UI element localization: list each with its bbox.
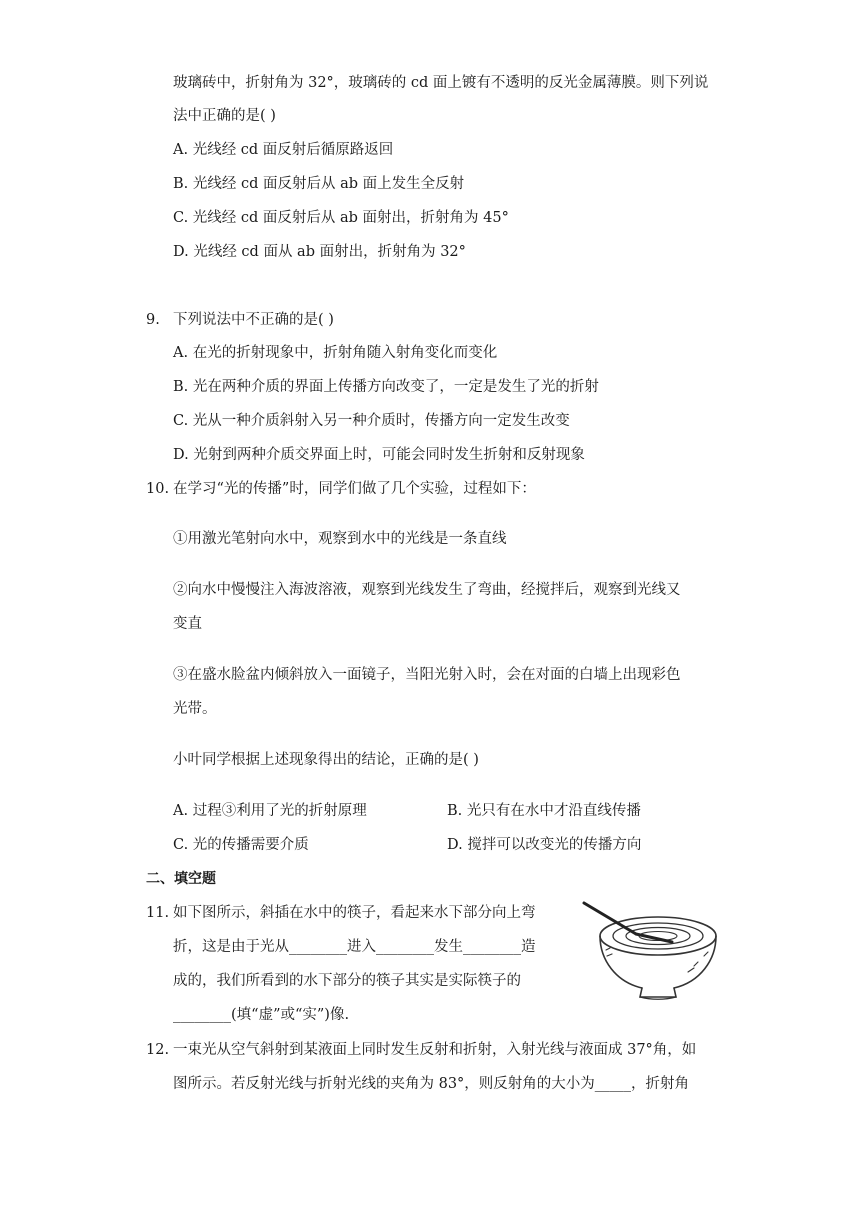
q9-option-d: D. 光射到两种介质交界面上时，可能会同时发生折射和反射现象 [173, 447, 585, 463]
q10-step1: ①用激光笔射向水中，观察到水中的光线是一条直线 [173, 531, 507, 547]
q8-stem-line2: 法中正确的是( ) [173, 108, 276, 124]
q10-step3-line2: 光带。 [173, 701, 217, 717]
q9-option-b: B. 光在两种介质的界面上传播方向改变了，一定是发生了光的折射 [173, 379, 599, 395]
q8-option-b: B. 光线经 cd 面反射后从 ab 面上发生全反射 [173, 176, 465, 192]
q10-option-c: C. 光的传播需要介质 [173, 837, 309, 853]
q12-line2: 图所示。若反射光线与折射光线的夹角为 83°，则反射角的大小为_____，折射角 [173, 1076, 690, 1092]
q10-option-a: A. 过程③利用了光的折射原理 [173, 803, 367, 819]
q10-option-d: D. 搅拌可以改变光的传播方向 [447, 837, 642, 853]
q11-line1: 如下图所示，斜插在水中的筷子，看起来水下部分向上弯 [173, 905, 536, 921]
q10-step3-line1: ③在盛水脸盆内倾斜放入一面镜子，当阳光射入时，会在对面的白墙上出现彩色 [173, 667, 681, 683]
q8-stem-line1: 玻璃砖中，折射角为 32°，玻璃砖的 cd 面上镀有不透明的反光金属薄膜。则下列说 [173, 75, 709, 91]
q11-number: 11. [146, 905, 170, 921]
chopstick-above-water [584, 903, 636, 934]
q8-option-d: D. 光线经 cd 面从 ab 面射出，折射角为 32° [173, 244, 466, 260]
q12-line1: 一束光从空气斜射到某液面上同时发生反射和折射，入射光线与液面成 37°角，如 [173, 1042, 697, 1058]
bowl-with-chopstick-figure [576, 898, 718, 1004]
q9-number: 9. [146, 312, 160, 328]
bowl-body [600, 936, 716, 988]
water-ring-middle [626, 928, 690, 945]
q10-step2-line2: 变直 [173, 616, 202, 632]
q10-stem: 在学习“光的传播”时，同学们做了几个实验，过程如下： [173, 481, 536, 497]
q12-number: 12. [146, 1042, 170, 1058]
q10-option-b: B. 光只有在水中才沿直线传播 [447, 803, 641, 819]
q8-option-a: A. 光线经 cd 面反射后循原路返回 [173, 142, 394, 158]
bowl-foot [640, 988, 676, 997]
q11-line2: 折，这是由于光从________进入________发生________造 [173, 939, 536, 955]
q8-option-c: C. 光线经 cd 面反射后从 ab 面射出，折射角为 45° [173, 210, 509, 226]
q11-line4: ________(填“虚”或“实”)像. [173, 1007, 350, 1023]
q10-step2-line1: ②向水中慢慢注入海波溶液，观察到光线发生了弯曲，经搅拌后，观察到光线又 [173, 582, 681, 598]
q9-option-a: A. 在光的折射现象中，折射角随入射角变化而变化 [173, 345, 498, 361]
q9-option-c: C. 光从一种介质斜射入另一种介质时，传播方向一定发生改变 [173, 413, 570, 429]
q10-number: 10. [146, 481, 170, 497]
q9-stem: 下列说法中不正确的是( ) [173, 312, 334, 328]
section-fill-in-blank-heading: 二、填空题 [146, 871, 216, 887]
q10-question: 小叶同学根据上述现象得出的结论，正确的是( ) [173, 752, 479, 768]
q11-line3: 成的，我们所看到的水下部分的筷子其实是实际筷子的 [173, 973, 521, 989]
